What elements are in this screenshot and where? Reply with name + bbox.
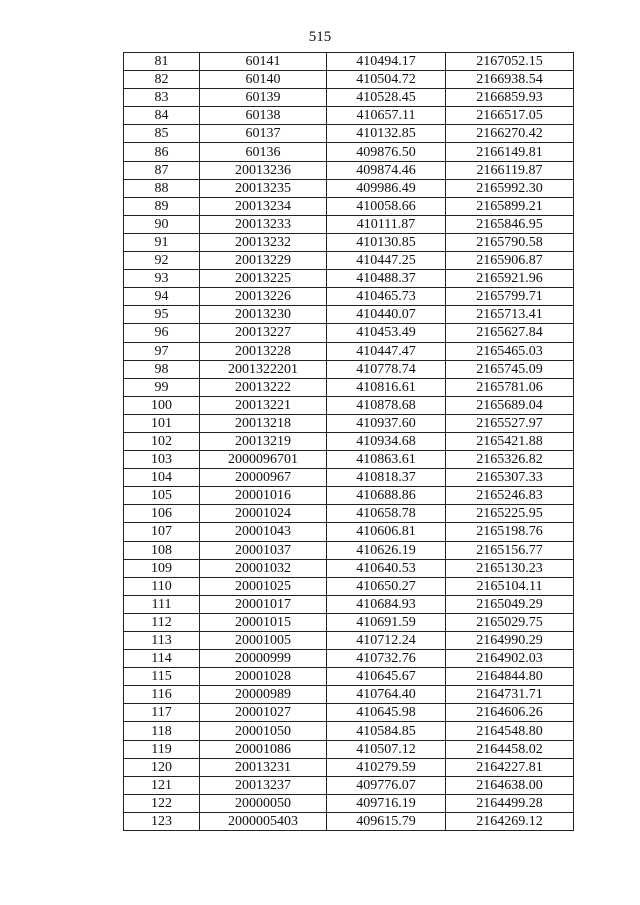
- table-row: [124, 794, 574, 812]
- y-coordinate-cell: 2165156.77: [446, 541, 574, 559]
- x-coordinate-cell: 410688.86: [327, 487, 446, 505]
- table-row: [124, 288, 574, 306]
- x-coordinate-cell: 410818.37: [327, 469, 446, 487]
- point-id-cell: 20013221: [200, 396, 327, 414]
- table-row: [124, 632, 574, 650]
- table-row: [124, 469, 574, 487]
- table-row: [124, 378, 574, 396]
- x-coordinate-cell: 410657.11: [327, 107, 446, 125]
- table-row: [124, 143, 574, 161]
- point-number-cell: 117: [124, 704, 200, 722]
- y-coordinate-cell: 2164638.00: [446, 776, 574, 794]
- y-coordinate-cell: 2165713.41: [446, 306, 574, 324]
- x-coordinate-cell: 410645.67: [327, 668, 446, 686]
- point-number-cell: 101: [124, 414, 200, 432]
- y-coordinate-cell: 2165307.33: [446, 469, 574, 487]
- x-coordinate-cell: 410465.73: [327, 288, 446, 306]
- y-coordinate-cell: 2165906.87: [446, 252, 574, 270]
- y-coordinate-cell: 2165899.21: [446, 197, 574, 215]
- table-row: [124, 396, 574, 414]
- point-id-cell: 60140: [200, 71, 327, 89]
- y-coordinate-cell: 2165225.95: [446, 505, 574, 523]
- point-id-cell: 20001028: [200, 668, 327, 686]
- x-coordinate-cell: 409874.46: [327, 161, 446, 179]
- x-coordinate-cell: 409615.79: [327, 812, 446, 830]
- x-coordinate-cell: 410778.74: [327, 360, 446, 378]
- x-coordinate-cell: 409986.49: [327, 179, 446, 197]
- y-coordinate-cell: 2165130.23: [446, 559, 574, 577]
- point-id-cell: 60139: [200, 89, 327, 107]
- point-number-cell: 113: [124, 632, 200, 650]
- y-coordinate-cell: 2164731.71: [446, 686, 574, 704]
- table-row: [124, 89, 574, 107]
- table-row: [124, 233, 574, 251]
- y-coordinate-cell: 2165992.30: [446, 179, 574, 197]
- table-row: [124, 270, 574, 288]
- x-coordinate-cell: 410279.59: [327, 758, 446, 776]
- x-coordinate-cell: 409716.19: [327, 794, 446, 812]
- point-id-cell: 20013218: [200, 414, 327, 432]
- point-number-cell: 90: [124, 215, 200, 233]
- point-id-cell: 60136: [200, 143, 327, 161]
- point-number-cell: 89: [124, 197, 200, 215]
- table-row: [124, 306, 574, 324]
- x-coordinate-cell: 409876.50: [327, 143, 446, 161]
- x-coordinate-cell: 410058.66: [327, 197, 446, 215]
- point-number-cell: 82: [124, 71, 200, 89]
- point-id-cell: 2000096701: [200, 451, 327, 469]
- x-coordinate-cell: 410447.25: [327, 252, 446, 270]
- y-coordinate-cell: 2164606.26: [446, 704, 574, 722]
- x-coordinate-cell: 410111.87: [327, 215, 446, 233]
- y-coordinate-cell: 2165465.03: [446, 342, 574, 360]
- y-coordinate-cell: 2166859.93: [446, 89, 574, 107]
- table-row: [124, 360, 574, 378]
- point-number-cell: 107: [124, 523, 200, 541]
- y-coordinate-cell: 2165627.84: [446, 324, 574, 342]
- point-number-cell: 104: [124, 469, 200, 487]
- point-number-cell: 120: [124, 758, 200, 776]
- y-coordinate-cell: 2165781.06: [446, 378, 574, 396]
- x-coordinate-cell: 410488.37: [327, 270, 446, 288]
- table-row: [124, 559, 574, 577]
- point-id-cell: 20001050: [200, 722, 327, 740]
- x-coordinate-cell: 410732.76: [327, 650, 446, 668]
- point-id-cell: 20013234: [200, 197, 327, 215]
- point-number-cell: 96: [124, 324, 200, 342]
- point-number-cell: 91: [124, 233, 200, 251]
- table-row: [124, 505, 574, 523]
- y-coordinate-cell: 2165527.97: [446, 414, 574, 432]
- y-coordinate-cell: 2166270.42: [446, 125, 574, 143]
- y-coordinate-cell: 2164269.12: [446, 812, 574, 830]
- x-coordinate-cell: 410504.72: [327, 71, 446, 89]
- x-coordinate-cell: 410650.27: [327, 577, 446, 595]
- y-coordinate-cell: 2165198.76: [446, 523, 574, 541]
- table-row: [124, 342, 574, 360]
- point-id-cell: 20013235: [200, 179, 327, 197]
- table-row: [124, 451, 574, 469]
- point-number-cell: 88: [124, 179, 200, 197]
- table-row: [124, 812, 574, 830]
- y-coordinate-cell: 2164548.80: [446, 722, 574, 740]
- table-row: [124, 541, 574, 559]
- x-coordinate-cell: 410764.40: [327, 686, 446, 704]
- table-row: [124, 577, 574, 595]
- table-row: [124, 758, 574, 776]
- point-number-cell: 85: [124, 125, 200, 143]
- y-coordinate-cell: 2165104.11: [446, 577, 574, 595]
- table-row: [124, 704, 574, 722]
- x-coordinate-cell: 410863.61: [327, 451, 446, 469]
- y-coordinate-cell: 2166938.54: [446, 71, 574, 89]
- point-number-cell: 106: [124, 505, 200, 523]
- point-id-cell: 20013236: [200, 161, 327, 179]
- point-id-cell: 2000005403: [200, 812, 327, 830]
- point-id-cell: 20001005: [200, 632, 327, 650]
- coordinates-table: [123, 52, 574, 831]
- table-row: [124, 71, 574, 89]
- point-number-cell: 110: [124, 577, 200, 595]
- table-row: [124, 125, 574, 143]
- table-row: [124, 523, 574, 541]
- x-coordinate-cell: 410878.68: [327, 396, 446, 414]
- x-coordinate-cell: 410626.19: [327, 541, 446, 559]
- table-row: [124, 197, 574, 215]
- table-row: [124, 53, 574, 71]
- x-coordinate-cell: 410691.59: [327, 613, 446, 631]
- table-row: [124, 215, 574, 233]
- x-coordinate-cell: 410132.85: [327, 125, 446, 143]
- x-coordinate-cell: 410658.78: [327, 505, 446, 523]
- y-coordinate-cell: 2165745.09: [446, 360, 574, 378]
- x-coordinate-cell: 410684.93: [327, 595, 446, 613]
- point-id-cell: 20001086: [200, 740, 327, 758]
- point-id-cell: 20000989: [200, 686, 327, 704]
- point-id-cell: 20013231: [200, 758, 327, 776]
- x-coordinate-cell: 410447.47: [327, 342, 446, 360]
- x-coordinate-cell: 410440.07: [327, 306, 446, 324]
- point-id-cell: 60137: [200, 125, 327, 143]
- y-coordinate-cell: 2165790.58: [446, 233, 574, 251]
- x-coordinate-cell: 410606.81: [327, 523, 446, 541]
- table-row: [124, 161, 574, 179]
- point-number-cell: 108: [124, 541, 200, 559]
- point-id-cell: 2001322201: [200, 360, 327, 378]
- table-row: [124, 668, 574, 686]
- x-coordinate-cell: 410494.17: [327, 53, 446, 71]
- point-number-cell: 111: [124, 595, 200, 613]
- point-id-cell: 20000967: [200, 469, 327, 487]
- table-row: [124, 179, 574, 197]
- x-coordinate-cell: 410507.12: [327, 740, 446, 758]
- page-number: 515: [308, 29, 332, 45]
- y-coordinate-cell: 2165246.83: [446, 487, 574, 505]
- y-coordinate-cell: 2164990.29: [446, 632, 574, 650]
- point-id-cell: 20001024: [200, 505, 327, 523]
- table-row: [124, 487, 574, 505]
- y-coordinate-cell: 2165846.95: [446, 215, 574, 233]
- point-number-cell: 98: [124, 360, 200, 378]
- y-coordinate-cell: 2166517.05: [446, 107, 574, 125]
- point-id-cell: 20013229: [200, 252, 327, 270]
- point-id-cell: 20013222: [200, 378, 327, 396]
- y-coordinate-cell: 2164458.02: [446, 740, 574, 758]
- point-id-cell: 20013226: [200, 288, 327, 306]
- point-number-cell: 83: [124, 89, 200, 107]
- table-row: [124, 414, 574, 432]
- point-number-cell: 118: [124, 722, 200, 740]
- y-coordinate-cell: 2164844.80: [446, 668, 574, 686]
- point-number-cell: 114: [124, 650, 200, 668]
- x-coordinate-cell: 410816.61: [327, 378, 446, 396]
- point-id-cell: 20000050: [200, 794, 327, 812]
- point-number-cell: 95: [124, 306, 200, 324]
- point-number-cell: 112: [124, 613, 200, 631]
- y-coordinate-cell: 2165689.04: [446, 396, 574, 414]
- table-row: [124, 650, 574, 668]
- point-number-cell: 84: [124, 107, 200, 125]
- y-coordinate-cell: 2164499.28: [446, 794, 574, 812]
- x-coordinate-cell: 410453.49: [327, 324, 446, 342]
- y-coordinate-cell: 2166149.81: [446, 143, 574, 161]
- coordinates-table-body: [124, 53, 574, 831]
- table-row: [124, 740, 574, 758]
- point-id-cell: 20001015: [200, 613, 327, 631]
- point-number-cell: 94: [124, 288, 200, 306]
- point-number-cell: 93: [124, 270, 200, 288]
- y-coordinate-cell: 2165029.75: [446, 613, 574, 631]
- table-row: [124, 107, 574, 125]
- y-coordinate-cell: 2165921.96: [446, 270, 574, 288]
- point-id-cell: 20013225: [200, 270, 327, 288]
- point-id-cell: 20013227: [200, 324, 327, 342]
- point-number-cell: 115: [124, 668, 200, 686]
- table-row: [124, 432, 574, 450]
- table-row: [124, 252, 574, 270]
- point-number-cell: 119: [124, 740, 200, 758]
- point-id-cell: 60141: [200, 53, 327, 71]
- point-id-cell: 20000999: [200, 650, 327, 668]
- point-id-cell: 20001027: [200, 704, 327, 722]
- point-id-cell: 20013233: [200, 215, 327, 233]
- x-coordinate-cell: 410645.98: [327, 704, 446, 722]
- point-number-cell: 97: [124, 342, 200, 360]
- x-coordinate-cell: 410712.24: [327, 632, 446, 650]
- y-coordinate-cell: 2166119.87: [446, 161, 574, 179]
- point-id-cell: 60138: [200, 107, 327, 125]
- x-coordinate-cell: 410934.68: [327, 432, 446, 450]
- x-coordinate-cell: 409776.07: [327, 776, 446, 794]
- point-id-cell: 20001016: [200, 487, 327, 505]
- point-number-cell: 116: [124, 686, 200, 704]
- point-number-cell: 102: [124, 432, 200, 450]
- point-number-cell: 121: [124, 776, 200, 794]
- point-id-cell: 20013237: [200, 776, 327, 794]
- point-number-cell: 122: [124, 794, 200, 812]
- point-id-cell: 20013232: [200, 233, 327, 251]
- point-number-cell: 100: [124, 396, 200, 414]
- table-row: [124, 722, 574, 740]
- y-coordinate-cell: 2164902.03: [446, 650, 574, 668]
- point-number-cell: 87: [124, 161, 200, 179]
- table-row: [124, 595, 574, 613]
- point-id-cell: 20013219: [200, 432, 327, 450]
- table-row: [124, 613, 574, 631]
- point-id-cell: 20001037: [200, 541, 327, 559]
- table-row: [124, 776, 574, 794]
- y-coordinate-cell: 2164227.81: [446, 758, 574, 776]
- point-id-cell: 20001043: [200, 523, 327, 541]
- y-coordinate-cell: 2165049.29: [446, 595, 574, 613]
- x-coordinate-cell: 410130.85: [327, 233, 446, 251]
- point-number-cell: 103: [124, 451, 200, 469]
- x-coordinate-cell: 410640.53: [327, 559, 446, 577]
- point-number-cell: 81: [124, 53, 200, 71]
- table-row: [124, 324, 574, 342]
- point-id-cell: 20013228: [200, 342, 327, 360]
- point-id-cell: 20001025: [200, 577, 327, 595]
- y-coordinate-cell: 2167052.15: [446, 53, 574, 71]
- point-number-cell: 86: [124, 143, 200, 161]
- y-coordinate-cell: 2165799.71: [446, 288, 574, 306]
- point-number-cell: 105: [124, 487, 200, 505]
- point-id-cell: 20001032: [200, 559, 327, 577]
- point-id-cell: 20013230: [200, 306, 327, 324]
- x-coordinate-cell: 410528.45: [327, 89, 446, 107]
- table-row: [124, 686, 574, 704]
- y-coordinate-cell: 2165421.88: [446, 432, 574, 450]
- x-coordinate-cell: 410584.85: [327, 722, 446, 740]
- y-coordinate-cell: 2165326.82: [446, 451, 574, 469]
- point-number-cell: 92: [124, 252, 200, 270]
- point-number-cell: 123: [124, 812, 200, 830]
- x-coordinate-cell: 410937.60: [327, 414, 446, 432]
- point-number-cell: 99: [124, 378, 200, 396]
- point-id-cell: 20001017: [200, 595, 327, 613]
- point-number-cell: 109: [124, 559, 200, 577]
